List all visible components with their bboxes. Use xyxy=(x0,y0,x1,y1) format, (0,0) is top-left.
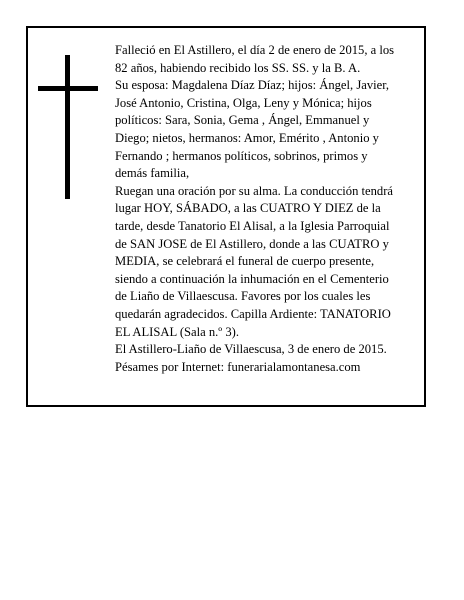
obituary-notice-frame xyxy=(26,26,426,407)
notice-line: José Antonio, Cristina, Olga, Leny y Mónica; hijos xyxy=(115,95,372,110)
notice-line: MEDIA, se celebrará el funeral de cuerpo presente, xyxy=(115,254,375,269)
notice-line: Ruegan una oración por su alma. La conducción tendrá xyxy=(115,183,394,198)
cross-icon xyxy=(38,55,98,199)
notice-line: políticos: Sara, Sonia, Gema , Ángel, Emmanuel y xyxy=(115,113,370,128)
notice-line: lugar HOY, SÁBADO, a las CUATRO Y DIEZ de la xyxy=(115,201,381,216)
notice-line: Fernando ; hermanos políticos, sobrinos, primos y xyxy=(115,148,368,163)
cross-vertical-bar xyxy=(65,55,70,199)
cross-horizontal-bar xyxy=(38,86,98,91)
notice-line: Diego; nietos, hermanos: Amor, Emérito , Antonio y xyxy=(115,130,379,145)
notice-line: de SAN JOSE de El Astillero, donde a las CUATRO y xyxy=(115,236,389,251)
notice-line: tarde, desde Tanatorio El Alisal, a la Iglesia Parroquial xyxy=(115,218,390,233)
notice-line: demás familia, xyxy=(115,166,190,181)
notice-line: quedarán agradecidos. Capilla Ardiente: TANATORIO xyxy=(115,306,391,321)
notice-line: Su esposa: Magdalena Díaz Díaz; hijos: Ángel, Javier, xyxy=(115,78,390,93)
notice-line: El Astillero-Liaño de Villaescusa, 3 de enero de 2015. xyxy=(115,342,387,357)
obituary-text xyxy=(115,42,421,376)
notice-line: de Liaño de Villaescusa. Favores por los cuales les xyxy=(115,289,371,304)
notice-line: EL ALISAL (Sala n.º 3). xyxy=(115,324,239,339)
notice-line: Pésames por Internet: funerarialamontanesa.com xyxy=(115,359,361,374)
notice-line: Falleció en El Astillero, el día 2 de enero de 2015, a los xyxy=(115,43,395,57)
notice-line: siendo a continuación la inhumación en el Cementerio xyxy=(115,271,389,286)
notice-line: 82 años, habiendo recibido los SS. SS. y la B. A. xyxy=(115,60,361,75)
